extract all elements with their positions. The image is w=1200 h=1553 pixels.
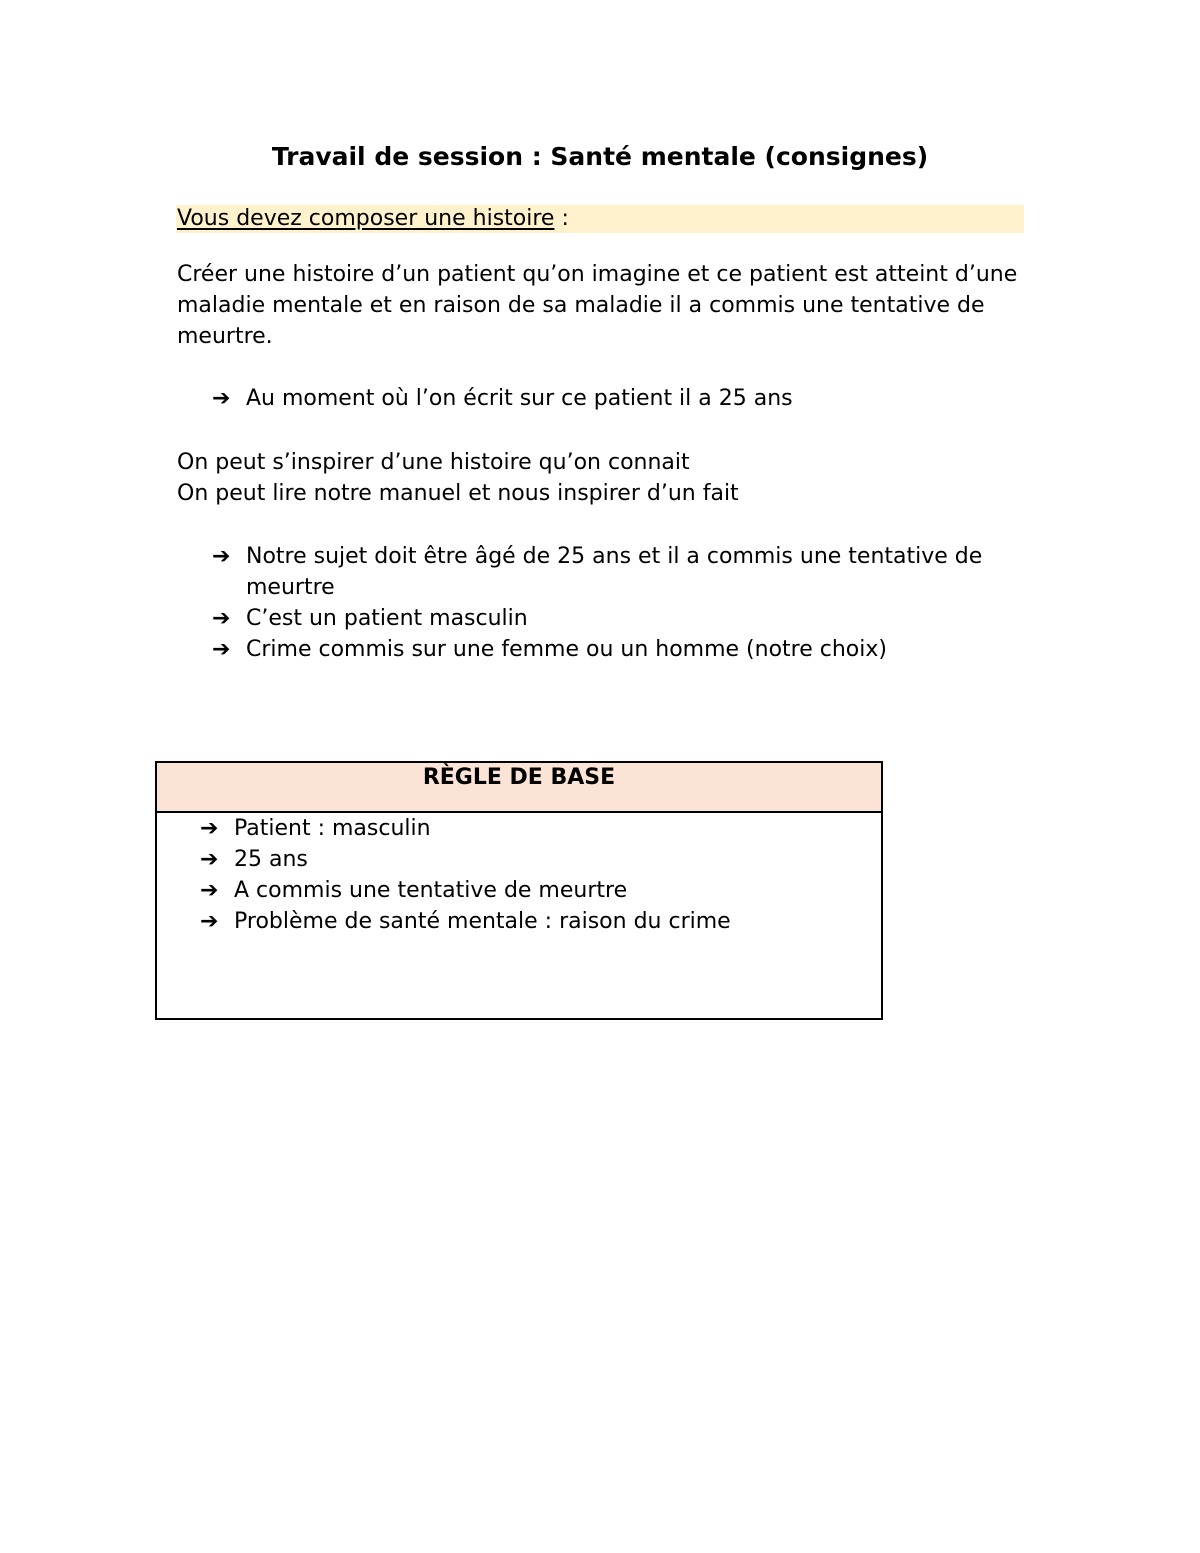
rule-item: [200, 875, 860, 906]
arrow-right-icon: ➔: [212, 544, 231, 569]
list-item: [212, 603, 1012, 634]
list-item-text: Notre sujet doit être âgé de 25 ans et il a commis une tentative de meurtre: [246, 544, 983, 600]
section-heading: [177, 205, 569, 233]
rule-item: [200, 906, 860, 937]
inspiration-line: On peut lire notre manuel et nous inspirer d’un fait: [177, 481, 739, 506]
arrow-right-icon: ➔: [200, 847, 219, 872]
rule-item-text: Patient : masculin: [234, 816, 431, 841]
rule-list: [200, 813, 860, 937]
intro-paragraph: Créer une histoire d’un patient qu’on imagine et ce patient est atteint d’une maladie mentale et en raison de sa maladie il a commis une tentative de meurtre.: [177, 262, 1018, 349]
arrow-right-icon: ➔: [200, 878, 219, 903]
rule-box-header: RÈGLE DE BASE: [157, 763, 881, 813]
rule-box: [155, 761, 883, 1020]
arrow-right-icon: ➔: [212, 386, 231, 411]
rule-item-text: A commis une tentative de meurtre: [234, 878, 628, 903]
page-title: Travail de session : Santé mentale (consignes): [271, 142, 929, 171]
rule-item-text: 25 ans: [234, 847, 308, 872]
section-heading-suffix: :: [554, 206, 569, 231]
arrow-right-icon: ➔: [212, 606, 231, 631]
rule-item-text: Problème de santé mentale : raison du crime: [234, 909, 731, 934]
list-item: [212, 541, 1012, 603]
section-heading-underlined: Vous devez composer une histoire: [177, 206, 555, 231]
list-item-text: Au moment où l’on écrit sur ce patient il a 25 ans: [246, 386, 793, 411]
rule-item: [200, 813, 860, 844]
inspiration-lines: [177, 447, 1027, 509]
arrow-right-icon: ➔: [200, 909, 219, 934]
second-arrow-list: [212, 541, 1012, 665]
first-arrow-list: [212, 383, 1012, 414]
inspiration-line: On peut s’inspirer d’une histoire qu’on connait: [177, 450, 690, 475]
list-item-text: C’est un patient masculin: [246, 606, 528, 631]
list-item: [212, 383, 1012, 414]
arrow-right-icon: ➔: [200, 816, 219, 841]
list-item: [212, 634, 1012, 665]
list-item-text: Crime commis sur une femme ou un homme (notre choix): [246, 637, 887, 662]
arrow-right-icon: ➔: [212, 637, 231, 662]
rule-item: [200, 844, 860, 875]
